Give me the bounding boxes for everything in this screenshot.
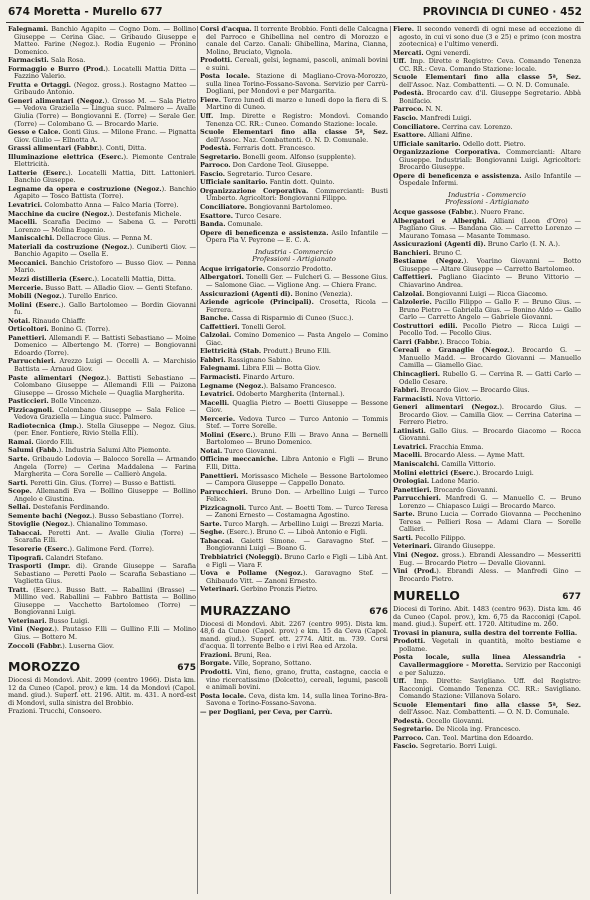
directory-entry: Notai. Turco Giovanni. [200,446,277,455]
directory-entry: Frutta e Ortaggi. (Negoz. gross.). Rostagno Matteo — Gribaudo Antonio. [8,80,196,97]
town-heading-murazzano [200,604,388,618]
directory-entry: Borgate. Ville, Soprano, Sottano. [200,659,312,668]
directory-entry: Acque irrigatorie. Consorzio Prodotto. [200,264,333,273]
column-3 [393,26,581,894]
directory-entry: Falegnami. Libra F.lli — Botta Giov. [200,364,321,373]
directory-entry: Aziende agricole (Principali). Crosetta, Ricola — Ferrera. [200,298,388,314]
town-heading-murello [393,589,581,603]
directory-entry: Farmacisti. Sala Rosa. [8,56,86,65]
section-heading: Industria - Commercio Professioni - Artigianato [252,247,336,264]
directory-entry: Macelli. Quaglia Pietro — Boetti Giuseppe — Bessone Giov. [200,398,388,415]
directory-entry: Fascio. Manfredi Luigi. [393,114,472,123]
directory-entry: Mezzi distilleria (Eserc.). Locatelli Mattia, Ditta. [8,274,176,283]
directory-entry: Frazioni. Bruni, Rea. [200,650,272,659]
directory-entry: Scuole Elementari fino alla classe 5ª, Sez. dell'Assoc. Naz. Combattenti. — O. N. D. Comunale. [393,73,581,89]
directory-entry: Macelli. Scarafia Decimo — Sabena G. — Perotti Lorenzo — Molina Eugenio. [8,218,196,234]
directory-entry: Tipografi. Calandri Stefano. [8,553,104,562]
directory-entry: Carri (Fabbr.). Bracco Tobia. [393,337,492,346]
directory-entry: Parrucchieri. Bruno Don. — Arbellino Luigi — Turco Felice. [200,487,388,504]
directory-entry: Podestà. Ferraris dott. Francesco. [200,144,316,153]
town-number: 676 [369,606,388,617]
directory-entry: Ramai. Giordo F.lli. [8,437,74,446]
directory-entry: Orticoltori. Bonino G. (Torre). [8,325,111,334]
directory-entry: Levatrici. Odoberto Margherita (Internal.). [200,390,345,399]
town-description: Diocesi di Mondovì. Abit. 2099 (centro 1966). Dista km. 12 da Cuneo (Capol. prov.) e km. 14 da Mondovì (Capol. mand. giud.). Superf. ett. 2196. Altit. m. 431. A nord-est di Mondovì, sulla sinistra del Brobbio. [8,676,196,707]
directory-entry: Veterinari. Girando Giuseppe. [393,542,496,551]
town-frazioni: Frazioni. Trucchi, Consoero. [8,707,102,716]
directory-entry: Veterinari. Busso Luigi. [8,616,90,625]
header-right: PROVINCIA DI CUNEO · 452 [422,6,582,18]
directory-entry: Pasticcieri. Bolle Vincenzo. [8,397,102,406]
directory-entry: Opere di beneficenza e assistenza. Asilo Infantile — Ospedale Infermi. [393,171,581,188]
directory-entry: Meccanici. Banchio Cristoforo — Busso Giov. — Penna Mario. [8,258,196,275]
directory-entry: Tratt. (Eserc.). Busso Batt. — Raballini (Brasse) — Millino ved. Raballini — Fabbro Battista — Bollino Giuseppe — Vacchetto Bartolomeo (Torre) — Bongiovanni Luigi. [8,585,196,617]
directory-entry: Scuole Elementari fino alla classe 5ª, Sez. dell'Assoc. Naz. Combattenti. O. N. D. Comunale. [200,128,388,144]
directory-entry: Fiere. Terzo lunedì di marzo e lunedì dopo la fiera di S. Martino di Cuneo. [200,95,388,112]
directory-entry: Ufficiale sanitario. Odello dott. Pietro. [393,139,526,148]
town-number: 677 [562,592,581,603]
directory-entry: Banche. Cassa di Risparmio di Cuneo (Succ.). [200,314,354,323]
directory-entry: Panettieri. Allemandi F. — Battisti Sebastiano — Moine Domenico — Albertengo M. (Torre) — Bongiovanni Edoardo (Torre). [8,333,196,357]
town-heading-morozzo [8,660,196,674]
directory-entry: Segretario. Bonelli geom. Alfonso (supplente). [200,152,356,161]
directory-entry: Posta locale. Stazione di Magliano-Crova-Morozzo, sulla linea Torino-Fossano-Savona. Servizio per Carrù-Dogliani, per Mondovì e per Margarita. [200,72,388,96]
directory-entry: Macchine da cucire (Negoz.). Destefanis Michele. [8,209,182,218]
directory-entry: Salumi (Fabb.). Industria Salumi Alto Piemonte. [8,446,171,455]
directory-entry: Veterinari. Gerbino Pronzis Pietro. [200,585,318,594]
column-1 [8,26,196,894]
directory-entry: Formaggio e Burro (Prod.). Locatelli Mattia Ditta — Fazzino Valerio. [8,64,196,81]
directory-entry: Caffettieri. Pagliano Giacinto — Bruno Vittorio — Chiavarino Andrea. [393,273,581,289]
directory-entry: Pizzicagnoli. Colombano Giuseppe — Sala Felice — Vedova Graziella — Lingua succ. Palmero. [8,405,196,422]
directory-entry: Zoccoli (Fabbr.). Luserna Giov. [8,641,115,650]
directory-entry: Organizzazione Corporativa. Commercianti: Altare Giuseppe. Industriali: Bongiovanni Luigi. Agricoltori: Brocardo Giuseppe. [393,148,581,172]
directory-entry: Seghe. (Eserc.). Bruno C. — Liboà Antonio e Figli. [200,528,368,537]
column-2-business-entries [200,266,388,594]
directory-entry: Tabaccai. Gaietti Simone. — Garavagno Stef. — Bongiovanni Luigi — Boano G. [200,536,388,553]
directory-entry: — per Dogliani, per Ceva, per Carrù. [200,707,333,716]
column-3-town-entries [393,630,581,751]
directory-entry: Mobili (Negoz.). Turello Enrico. [8,292,118,301]
directory-entry: Vini (Negoz.). Pautasso F.lli — Gullino F.lli — Molino Gius. — Bottero M. [8,625,196,642]
directory-entry: Acque gassose (Fabbr.). Nuero Franc. [393,208,525,217]
directory-entry: Latinisti. Gallo Gius. — Brocardo Giacomo — Rocca Giovanni. [393,426,581,443]
directory-entry: Mercati. Ogni venerdì. [393,48,471,57]
directory-entry: Uff. Imp. Dirette e Registro: Mondovì. Comando Tenenza CC. RR.: Cuneo. Comando Stazione: locale. [200,112,388,128]
directory-entry: Uova e Pollame (Negoz.). Garavagno Stef. — Ghibaudo Vitt. — Zanoni Ernesto. [200,569,388,585]
directory-entry: Maniscalchi. Camilla Vittorio. [393,459,496,468]
directory-entry: Sellai. Destefanis Ferdinando. [8,503,110,512]
page-header [8,6,582,22]
directory-entry: Macelli. Brocardo Aless. — Ayme Matt. [393,451,525,460]
directory-entry: Prodotti. Cereali, gelsi, legnami, pascoli, animali bovini e suini. [200,56,388,72]
directory-entry: Opere di beneficenza e assistenza. Asilo Infantile — Opera Pia V. Peyrone — E. C. A. [200,228,388,245]
directory-entry: Albergatori. Tonelli Ger. — Fulcheri G. — Bessone Gius. — Salomone Giac. — Viglione Ang. — Chiera Franc. [200,273,388,289]
directory-entry: Segretario. De Nicola ing. Francesco. [393,725,521,734]
directory-entry: Fascio. Segretario. Borri Luigi. [393,742,498,751]
town-name: MOROZZO [8,659,81,675]
column-2 [200,26,388,894]
directory-entry: Trasporti (Impr. di). Grande Giuseppe — Sarafia Sebastiano — Peretti Paolo — Scarafia Sebastiano — Vaglietta Gius. [8,562,196,586]
column-divider [197,26,198,894]
directory-entry: Prodotti. Vegetali in quantità, molto bestiame e pollame. [393,637,581,653]
directory-entry: Stoviglie (Negoz.). Chianalino Tommaso. [8,520,148,529]
directory-entry: Orologiai. Ladone Mario. [393,477,480,486]
column-2-entries [200,26,388,245]
directory-entry: Vini (Prod.). Ebrandi Aless. — Manfredi Gino — Brocardo Pietro. [393,567,581,583]
directory-entry: Conciliatore. Cerrina cav. Lorenzo. [393,122,513,131]
directory-entry: Molini (Eserc.). Gallo Bartolomeo — Bordin Giovanni fu. [8,300,196,317]
directory-entry: Podestà. Brocardo cav. d'il. Giuseppe Segretario. Abbà Bonifacio. [393,89,581,105]
directory-entry: Legname (Negoz.). Balsamo Francesco. [200,381,337,390]
directory-entry: Calzolerie. Pacillo Filippo — Gallo F. — Bruno Gius. — Bruno Pietro — Gabriella Gius. — Bonino Aldo — Gallo Carlo — Carretto Angelo — Gabriele Giovanni. [393,298,581,322]
directory-entry: Tesorerie (Eserc.). Galimone Ferd. (Torre). [8,545,154,553]
directory-entry: Officine meccaniche. Libra Antonio e Figli — Bruno F.lli, Ditta. [200,455,388,471]
directory-entry: Farmacisti. Finardo Arturo. [200,372,295,381]
directory-entry: Scope. Allemandi Eva — Bollino Giuseppe — Bollino Angelo e Giustina. [8,487,196,503]
directory-entry: Chincaglieri. Rubello G. — Cerrina R. — Gatti Carlo — Odello Cesare. [393,369,581,386]
directory-entry: Posta locale. Ceva, dista km. 14, sulla linea Torino-Bra-Savona e Torino-Fossano-Savona. [200,691,388,708]
directory-entry: Parroco. Can. Teol. Martina don Edoardo. [393,733,534,742]
directory-entry: Posta locale, sulla linea Alessandria - Cavallermaggiore - Moretta. Servizio per Racconigi e per Saluzzo. [393,653,581,677]
directory-entry: Generi alimentari (Negoz.). Grosso M. — Sala Pietro — Vedova Graziella — Lingua succ. Palmero — Avalle Giulia (Torre) — Bongiovanni E. (Torre) — Serale Ger. (Torre) — Colombano G. — Brocardo Marie. [8,96,196,128]
directory-entry: Calzolai. Comino Domenico — Pasta Angelo — Comino Giac. [200,331,388,347]
directory-entry: Fiere. Il secondo venerdì di ogni mese ad eccezione di agosto, in cui vi sono due (3 e 25) e primo (con mostra zootecnica) e l'ultimo venerdì. [393,26,581,49]
directory-entry: Cereali e Granaglie (Negoz.). Brocardo G. — Manuello Madd. — Brocardo Giovanni — Manuello Camilla — Giamello Giac. [393,346,581,370]
town-number: 675 [177,663,196,674]
directory-entry: Vini (Negoz. gross.). Ebrandi Alessandro — Messeritti Eug. — Brocardo Pietro — Devalle Giovanni. [393,551,581,567]
directory-entry: Materiali da costruzione (Negoz.). Cuniberti Giov. — Banchio Agapito — Osella E. [8,242,196,259]
directory-entry: Uff. Imp. Dirette e Registro: Ceva. Comando Tenenza CC. RR.: Ceva. Comando Stazione: locale. [393,57,581,73]
directory-entry: Molini elettrici (Eserc.). Brocardo Luigi. [393,468,534,477]
directory-entry: Levatrici. Colombatto Anna — Falco Maria (Torre). [8,201,179,210]
directory-entry: Paste alimentari (Negoz.). Battisti Sebastiano — Colombano Giuseppe — Allemandi F.lli — Paizona Giuseppe — Grosso Michele — Quaglia Margherita. [8,373,196,397]
directory-entry: Sarti. Pecollo Filippo. [393,533,466,542]
directory-entry: Legname da opera e costruzione (Negoz.). Banchio Agapito — Tosco Battista (Torre). [8,184,196,201]
directory-entry: Bestiame (Negoz.). Voarino Giovanni — Botto Giuseppe — Altare Giuseppe — Carretto Bartolomeo. [393,257,581,273]
directory-entry: Esattore. Alliani Alfine. [393,131,473,140]
directory-entry: Ufficiale sanitario. Fantin dott. Quinto. [200,178,335,187]
directory-entry: Banchieri. Bruno C. [393,248,463,257]
directory-entry: Panettieri. Brocardo Giovanni. [393,485,498,494]
directory-entry: Parrucchieri. Arezzo Luigi — Occelli A. — Marchisio Battista — Arnaud Giov. [8,357,196,373]
directory-entry: Assicurazioni (Agenti di). Bruno Carlo (I. N. A.). [393,240,561,249]
directory-entry: Elettricità (Stab. Produtt.) Bruno F.lli. [200,347,331,356]
directory-entry: Trebbiatrici (Noleggi). Bruno Carlo e Figli — Libà Ant. e Figli — Viara F. [200,553,388,569]
directory-entry: Corsi d'acqua. Il torrente Brobbio. Fonti delle Calcagna del Parroco e Ghibellina nel centro di Morozzo e canale del Carzo. Canali: Ghibellina, Marina, Cianna, Molino, Bruciato, Vignola. [200,26,388,56]
column-3-business-entries [393,209,581,583]
directory-entry: Scuole Elementari fino alla classe 5ª, Sez. dell'Assoc. Naz. Combattenti. — O. N. D. Comunale. [393,700,581,717]
directory-entry: Prodotti. Vini, fieno, grano, frutta, castagne, caccia e vino ricercatissimo (Dolcetto), cereali, legumi, pascoli e animali bovini. [200,668,388,692]
directory-entry: Illuminazione elettrica (Eserc.). Piemonte Centrale Elettricità. [8,152,196,169]
directory-entry: Latterie (Eserc.). Locatelli Mattia, Ditt. Lattonieri. Banchio Giuseppe. [8,168,196,185]
header-rule [6,22,584,23]
directory-entry: Esattore. Turco Cesare. [200,211,282,220]
directory-entry: Podestà. Occello Giovanni. [393,716,484,725]
directory-entry: Pizzicagnoli. Turco Ant. — Boetti Tom. — Turco Teresa — Zanoni Ernesto — Costamagna Agostino. [200,503,388,520]
directory-entry: Falegnami. Banchio Agapito — Cogno Dom. — Bollino Giuseppe — Cerina Giac. — Gribaudo Giuseppe e Matteo. Farine (Negoz.). Rodia Eugenio — Pronino Domenico. [8,26,196,56]
column-1-entries [8,26,196,650]
directory-entry: Farmacisti. Nova Vittorio. [393,394,482,403]
column-3-entries [393,26,581,188]
directory-entry: Notai. Rinaudo Chiaffr. [8,316,86,325]
directory-entry: Parrucchieri. Manfredi G. — Manuello C. — Bruno Lorenzo — Chiapasco Luigi — Brocardo Marco. [393,494,581,510]
directory-entry: Mercerie. Vedova Turco — Turco Antonio — Tommis Stef. — Torre Sorelle. [200,414,388,431]
directory-entry: Maniscalchi. Dellacroce Gius. — Penna M. [8,234,153,243]
directory-entry: Albergatori e Alberghi. Alliani (Leon d'Oro) — Pagliano Gius. — Bandana Gio. — Carretto Lorenzo — Maurano Tomasa — Masante Tommaso. [393,216,581,240]
directory-entry: Costruttori edili. Pecollo Pietro — Ricca Luigi — Pecollo Tod. — Pecollo Gius. [393,321,581,338]
town-name: MURAZZANO [200,602,291,618]
directory-entry: Sarte. Turco Margh. — Arbellino Luigi — Brezzi Maria. [200,519,384,528]
town-description: Diocesi di Torino. Abit. 1483 (centro 963). Dista km. 46 da Cuneo (Capol. prov.), km. 6,75 da Racconigi (Capol. mand. giud.). Superf. ett. 1720. Altitudine m. 260. [393,605,581,629]
directory-entry: Panettieri. Morissasco Michele — Bessone Bartolomeo — Campora Giuseppe — Cappello Donato. [200,471,388,488]
directory-entry: Assicurazioni (Agenti di). Bonino (Venezia). [200,289,353,298]
directory-entry: Organizzazione Corporativa. Commercianti: Busti Umberto. Agricoltori: Bongiovanni Filippo. [200,186,388,203]
directory-entry: Trovasi in pianura, sulla destra del torrente Follia. [393,628,578,637]
directory-entry: Tabaccai. Peretti Ant. — Avalle Giulia (Torre) — Scarafia F.lli. [8,528,196,545]
directory-entry: Grassi alimentari (Fabbr.). Conti, Ditta. [8,144,147,153]
column-divider [390,26,391,894]
directory-entry: Parroco. Don Cardone Teol. Giuseppe. [200,161,329,170]
directory-entry: Generi alimentari (Negoz.). Brocardo Gius. — Brocardo Giov. — Camilla Giov. — Cerrina Caterina — Ferrero Pietro. [393,403,581,427]
column-2-town-entries [200,652,388,716]
directory-entry: Caffettieri. Tonelli Gerol. [200,322,286,331]
directory-entry: Uff. Imp. Dirette: Savigliano. Uff. del Registro: Racconigi. Comando Tenenza CC. RR.: Savigliano. Comando Stazione: Villanova Solaro. [393,677,581,701]
directory-entry: Sarte. Gribaudo Lodovia — Balocco Sorella — Armando Angela (Torre) — Cerina Maddalena — Farina Margherita — Cora Sorelle — Callierò Angela. [8,454,196,479]
directory-entry: Fabbri. Brocardo Giov. — Brocardo Gius. [393,386,530,395]
town-description: Diocesi di Mondovì. Abit. 2267 (centro 995). Dista km. 48,6 da Cuneo (Capol. prov.) e km. 15 da Ceva (Capol. mand. giud.). Superf. ett. 2774. Altit. m. 739. Corsi d'acqua. Il torrente Belbo e i rivi Rea ed Arzola. [200,619,388,651]
directory-entry: Mercerie. Busso Batt. — Alladio Giov. — Genti Stefano. [8,283,193,292]
directory-entry: Semente bachi (Negoz.). Busso Sebastiano (Torre). [8,511,184,520]
directory-entry: Sarti. Peretti Gin. Gius. (Torre) — Busso e Battisti. [8,478,176,487]
directory-entry: Molini (Eserc.). Bruno F.lli — Bravo Anna — Bernelli Bartolomeo — Bruno Domenico. [200,430,388,447]
directory-entry: Sarte. Bruno Lucia — Corrado Giovanna — Pecchenino Teresa — Pellieri Rosa — Adami Clara — Sorelle Callieri. [393,510,581,534]
directory-entry: Fabbri. Rassignano Sabino. [200,355,293,364]
town-name: MURELLO [393,588,460,604]
directory-entry: Levatrici. Fracchia Emma. [393,442,484,451]
directory-entry: Conciliatore. Bongiovanni Bartolomeo. [200,203,333,212]
directory-entry: Gesso e Calce. Gonti Gius. — Milone Franc. — Pignatta Giov. Giulio — Ellnotta A. [8,128,196,144]
header-left: 674 Moretta - Murello 677 [8,6,163,18]
directory-entry: Parroco. N. N. [393,105,443,114]
directory-entry: Calzolai. Bongiovanni Luigi — Ricca Giacomo. [393,289,548,298]
directory-entry: Radiotecnica (Imp.). Stella Giuseppe — Negoz. Gius. (per. Ener. Fontiere, Rivio Stella F.lli). [8,421,196,438]
directory-entry: Fascio. Segretario. Turco Cesare. [200,169,313,178]
directory-entry: Banda. Comunale. [200,220,263,229]
section-heading: Industria - Commercio Professioni - Artigianato [445,190,529,207]
